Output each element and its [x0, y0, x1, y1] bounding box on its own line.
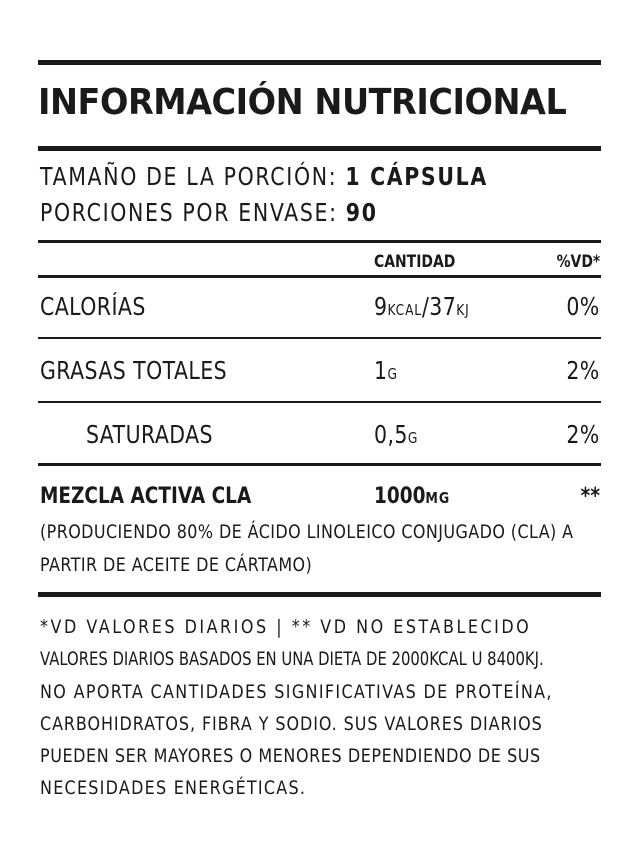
header-rule: [38, 275, 601, 278]
row-rule: [38, 337, 601, 339]
blend-amount-unit: MG: [425, 489, 451, 507]
row-amount-total-fat: [374, 356, 398, 385]
servings-per-container-value: 90: [345, 198, 378, 227]
row-name-calories: CALORÍAS: [40, 292, 146, 321]
serving-size: [40, 162, 488, 191]
calories-kj-unit: KJ: [456, 301, 470, 319]
calories-kcal-value: 9: [374, 292, 388, 321]
blend-amount-value: 1000: [374, 484, 426, 509]
title-rule: [38, 146, 601, 151]
calories-kj-value: /37: [421, 292, 457, 321]
row-amount-saturated: [374, 420, 418, 449]
page-title: INFORMACIÓN NUTRICIONAL: [38, 82, 567, 123]
servings-per-container: [40, 198, 378, 227]
serving-size-value: 1 CÁPSULA: [345, 162, 488, 191]
blend-note-line: (PRODUCIENDO 80% DE ÁCIDO LINOLEICO CONJUGADO (CLA) A: [40, 521, 574, 543]
total-fat-value: 1: [374, 356, 388, 385]
saturated-unit: G: [407, 429, 419, 447]
blend-note-line: PARTIR DE ACEITE DE CÁRTAMO): [40, 554, 313, 576]
row-name-total-fat: GRASAS TOTALES: [40, 356, 228, 385]
row-amount-calories: [374, 292, 470, 321]
total-fat-unit: G: [387, 365, 398, 383]
footnote-line: VALORES DIARIOS BASADOS EN UNA DIETA DE 2000KCAL U 8400KJ.: [40, 648, 544, 670]
footnote-line: CARBOHIDRATOS, FIBRA Y SODIO. SUS VALORES DIARIOS: [40, 713, 543, 735]
blend-dv: **: [580, 484, 600, 509]
footnote-line: PUEDEN SER MAYORES O MENORES DEPENDIENDO DE SUS: [40, 745, 541, 767]
column-header-amount: CANTIDAD: [374, 252, 456, 272]
calories-kcal-unit: KCAL: [387, 301, 422, 319]
row-dv-calories: 0%: [566, 292, 600, 321]
row-rule: [38, 401, 601, 403]
top-rule: [38, 60, 601, 65]
footnote-line: *VD VALORES DIARIOS | ** VD NO ESTABLECIDO: [40, 616, 532, 638]
saturated-value: 0,5: [374, 420, 408, 449]
footnote-line: NO APORTA CANTIDADES SIGNIFICATIVAS DE PROTEÍNA,: [40, 681, 553, 703]
row-name-saturated: SATURADAS: [86, 420, 213, 449]
row-dv-total-fat: 2%: [566, 356, 600, 385]
footnote-line: NECESIDADES ENERGÉTICAS.: [40, 777, 307, 799]
servings-per-container-label: PORCIONES POR ENVASE:: [40, 198, 338, 227]
blend-amount: [374, 484, 450, 509]
footer-rule: [38, 592, 601, 597]
serving-rule: [38, 240, 601, 243]
row-dv-saturated: 2%: [566, 420, 600, 449]
column-header-dv: %VD*: [556, 252, 600, 272]
blend-name: MEZCLA ACTIVA CLA: [40, 484, 252, 509]
serving-size-label: TAMAÑO DE LA PORCIÓN:: [40, 162, 338, 191]
row-rule: [38, 463, 601, 466]
